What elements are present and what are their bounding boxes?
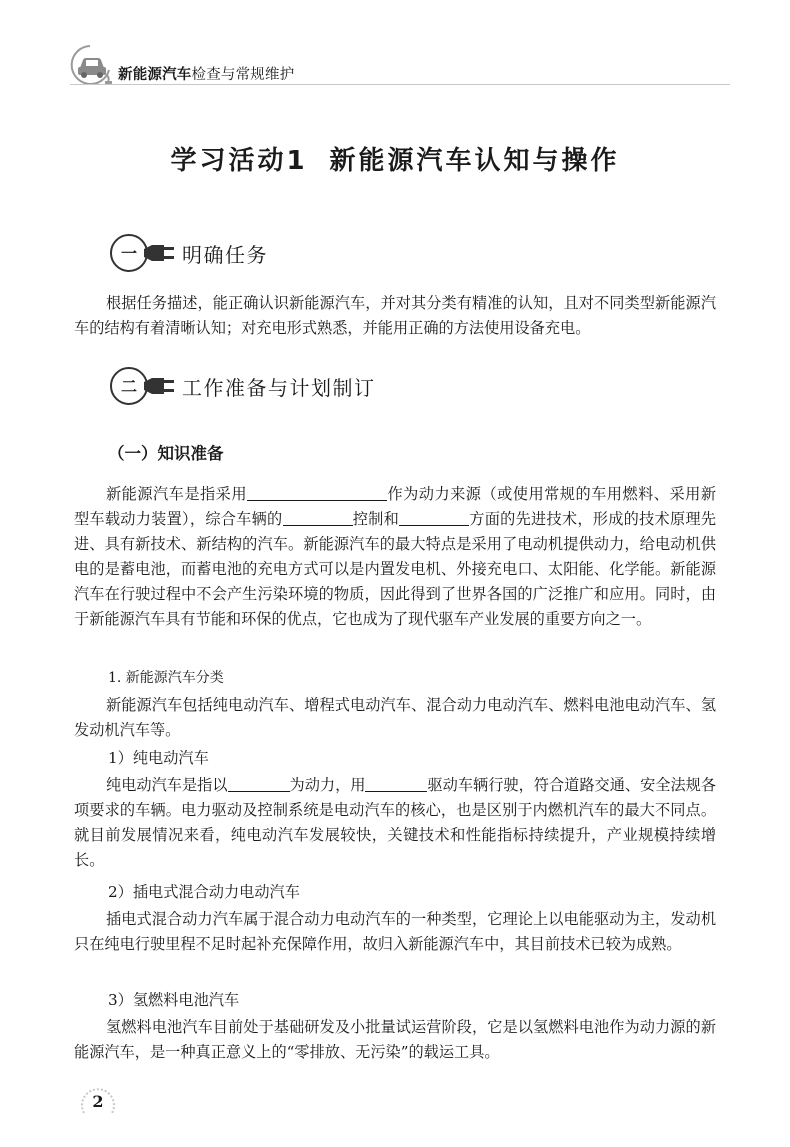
section-number: 一 (120, 244, 138, 263)
task-paragraph: 根据任务描述，能正确认识新能源汽车，并对其分类有精准的认知，且对不同类型新能源汽车的结构有着清晰认知；对充电形式熟悉，并能用正确的方法使用设备充电。 (74, 294, 716, 337)
fill-blank (399, 509, 469, 526)
fcev-heading: 3）氢燃料电池汽车 (108, 991, 240, 1009)
car-charging-icon (70, 44, 114, 86)
section-label: 工作准备与计划制订 (182, 376, 376, 400)
fcev-paragraph: 氢燃料电池汽车目前处于基础研发及小批量试运营阶段，它是以氢燃料电池作为动力源的新能源汽车，是一种真正意义上的“零排放、无污染”的载运工具。 (74, 1018, 716, 1061)
bev-paragraph: 纯电动汽车是指以 为动力，用 驱动车辆行驶，符合道路交通、安全法规各项要求的车辆。电力驱动及控制系统是电动汽车的核心，也是区别于内燃机汽车的最大不同点。就目前发展情况来看，纯电动汽车发展较快，关键技术和性能指标持续提升，产业规模持续增长。 (74, 776, 716, 869)
knowledge-heading: （一）知识准备 (108, 444, 224, 463)
running-header (70, 44, 730, 86)
fill-blank (283, 509, 353, 526)
activity-number: 学习活动1 (170, 146, 308, 176)
section-label: 明确任务 (182, 243, 268, 267)
bev-heading: 1）纯电动汽车 (108, 749, 209, 767)
phev-heading: 2）插电式混合动力电动汽车 (108, 883, 300, 901)
page-title (0, 140, 790, 177)
book-title: 新能源汽车检查与常规维护 (118, 67, 295, 83)
activity-name: 新能源汽车认知与操作 (329, 146, 620, 176)
page-number: 2 (92, 1092, 104, 1111)
section-plug-badge-icon (108, 366, 178, 406)
classification-paragraph: 新能源汽车包括纯电动汽车、增程式电动汽车、混合动力电动汽车、燃料电池电动汽车、氢发动机汽车等。 (74, 696, 716, 739)
section-heading-1 (108, 233, 408, 273)
section-plug-badge-icon (108, 233, 178, 273)
fill-blank (228, 775, 290, 792)
phev-paragraph: 插电式混合动力汽车属于混合动力电动汽车的一种类型，它理论上以电能驱动为主，发动机只在纯电行驶里程不足时起补充保障作用，故归入新能源汽车中，其目前技术已较为成熟。 (74, 910, 716, 953)
fill-blank (247, 484, 387, 501)
classification-heading: 1. 新能源汽车分类 (108, 670, 224, 686)
intro-paragraph: 新能源汽车是指采用 作为动力来源（或使用常规的车用燃料、采用新型车载动力装置），综合车辆的 控制和 方面的先进技术，形成的技术原理先进、具有新技术、新结构的汽车。新能源汽车的最大特点是采用了电动机提供动力，给电动机供电的是蓄电池，而蓄电池的充电方式可以是内置发电机、外接充电口、太阳能、化学能。新能源汽车在行驶过程中不会产生污染环境的物质，因此得到了世界各国的广泛推广和应用。同时，由于新能源汽车具有节能和环保的优点，它也成为了现代驱车产业发展的重要方向之一。 (74, 485, 717, 628)
section-heading-2 (108, 366, 408, 406)
fill-blank (365, 775, 427, 792)
header-rule (70, 84, 730, 85)
section-number: 二 (120, 377, 138, 396)
